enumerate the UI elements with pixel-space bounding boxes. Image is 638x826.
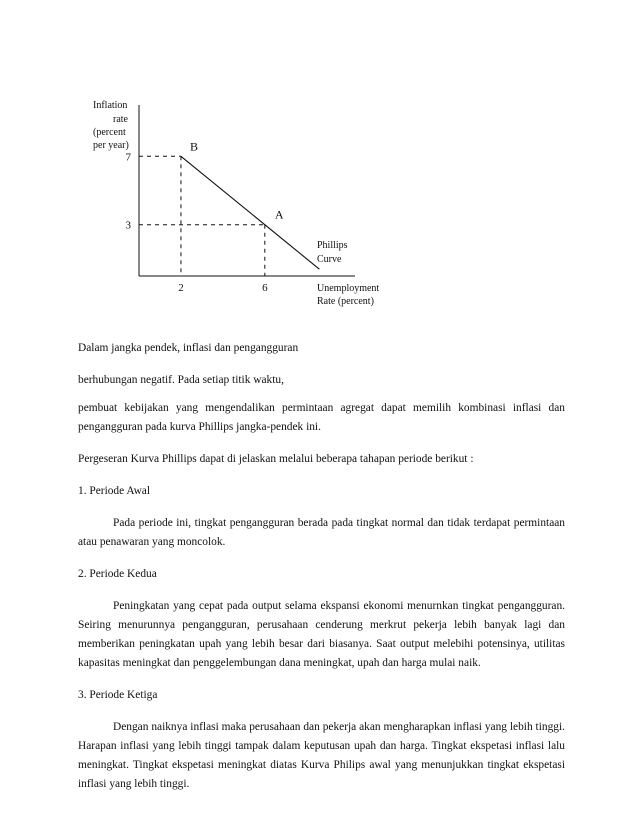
- y-axis-label-line-3: (percent: [93, 127, 126, 138]
- paragraph-4: Pergeseran Kurva Phillips dapat di jelaskan melalui beberapa tahapan periode berikut :: [78, 453, 474, 465]
- heading-periode-awal: 1. Periode Awal: [78, 485, 151, 497]
- y-axis-label-line-2: rate: [113, 114, 128, 125]
- phillips-curve-line: [181, 156, 319, 269]
- y-axis-label-line-4: per year): [93, 140, 129, 151]
- y-tick-3: 3: [125, 219, 131, 232]
- phillips-curve-chart: [0, 0, 638, 330]
- curve-label-line-2: Curve: [317, 254, 342, 265]
- paragraph-1: Dalam jangka pendek, inflasi dan pengangguran: [78, 342, 299, 354]
- heading-periode-ketiga: 3. Periode Ketiga: [78, 689, 158, 701]
- heading-periode-kedua: 2. Periode Kedua: [78, 568, 157, 580]
- paragraph-2: berhubungan negatif. Pada setiap titik waktu,: [78, 374, 284, 386]
- body-text: [78, 339, 565, 794]
- paragraph-periode-awal: Pada periode ini, tingkat pengangguran berada pada tingkat normal dan tidak terdapat permintaan atau penawaran yang moncolok.: [78, 517, 565, 548]
- paragraph-periode-kedua: Peningkatan yang cepat pada output selama ekspansi ekonomi menurnkan tingkat pengangguran. Seiring menurunnya pengangguran, perusahaan cenderung merkrut pekerja lebih banyak lagi dan memberikan peningkatan upah yang lebih besar dari biasanya. Saat output melebihi potensinya, utilitas kapasitas meningkat dan penggelembungan dana meningkat, upah dan harga mulai naik.: [78, 600, 565, 669]
- point-label-b: B: [189, 139, 198, 154]
- paragraph-periode-ketiga: Dengan naiknya inflasi maka perusahaan dan pekerja akan mengharapkan inflasi yang lebih tinggi. Harapan inflasi yang lebih tinggi tampak dalam keputusan upah dan harga. Tingkat ekspetasi inflasi lalu meningkat. Tingkat ekspetasi meningkat diatas Kurva Philips awal yang menunjukkan tingkat ekspetasi inflasi yang lebih tinggi.: [78, 721, 565, 790]
- x-axis-label-line-2: Rate (percent): [317, 296, 374, 307]
- curve-label-line-1: Phillips: [317, 240, 348, 251]
- y-axis-label-line-1: Inflation: [93, 100, 128, 111]
- point-label-a: A: [274, 207, 284, 222]
- y-tick-7: 7: [125, 151, 131, 164]
- x-tick-6: 6: [262, 282, 268, 294]
- paragraph-3: pembuat kebijakan yang mengendalikan permintaan agregat dapat memilih kombinasi inflasi dan pengangguran pada kurva Phillips jangka-pendek ini.: [78, 402, 565, 433]
- x-axis-label-line-1: Unemployment: [317, 283, 380, 294]
- x-tick-2: 2: [178, 282, 184, 294]
